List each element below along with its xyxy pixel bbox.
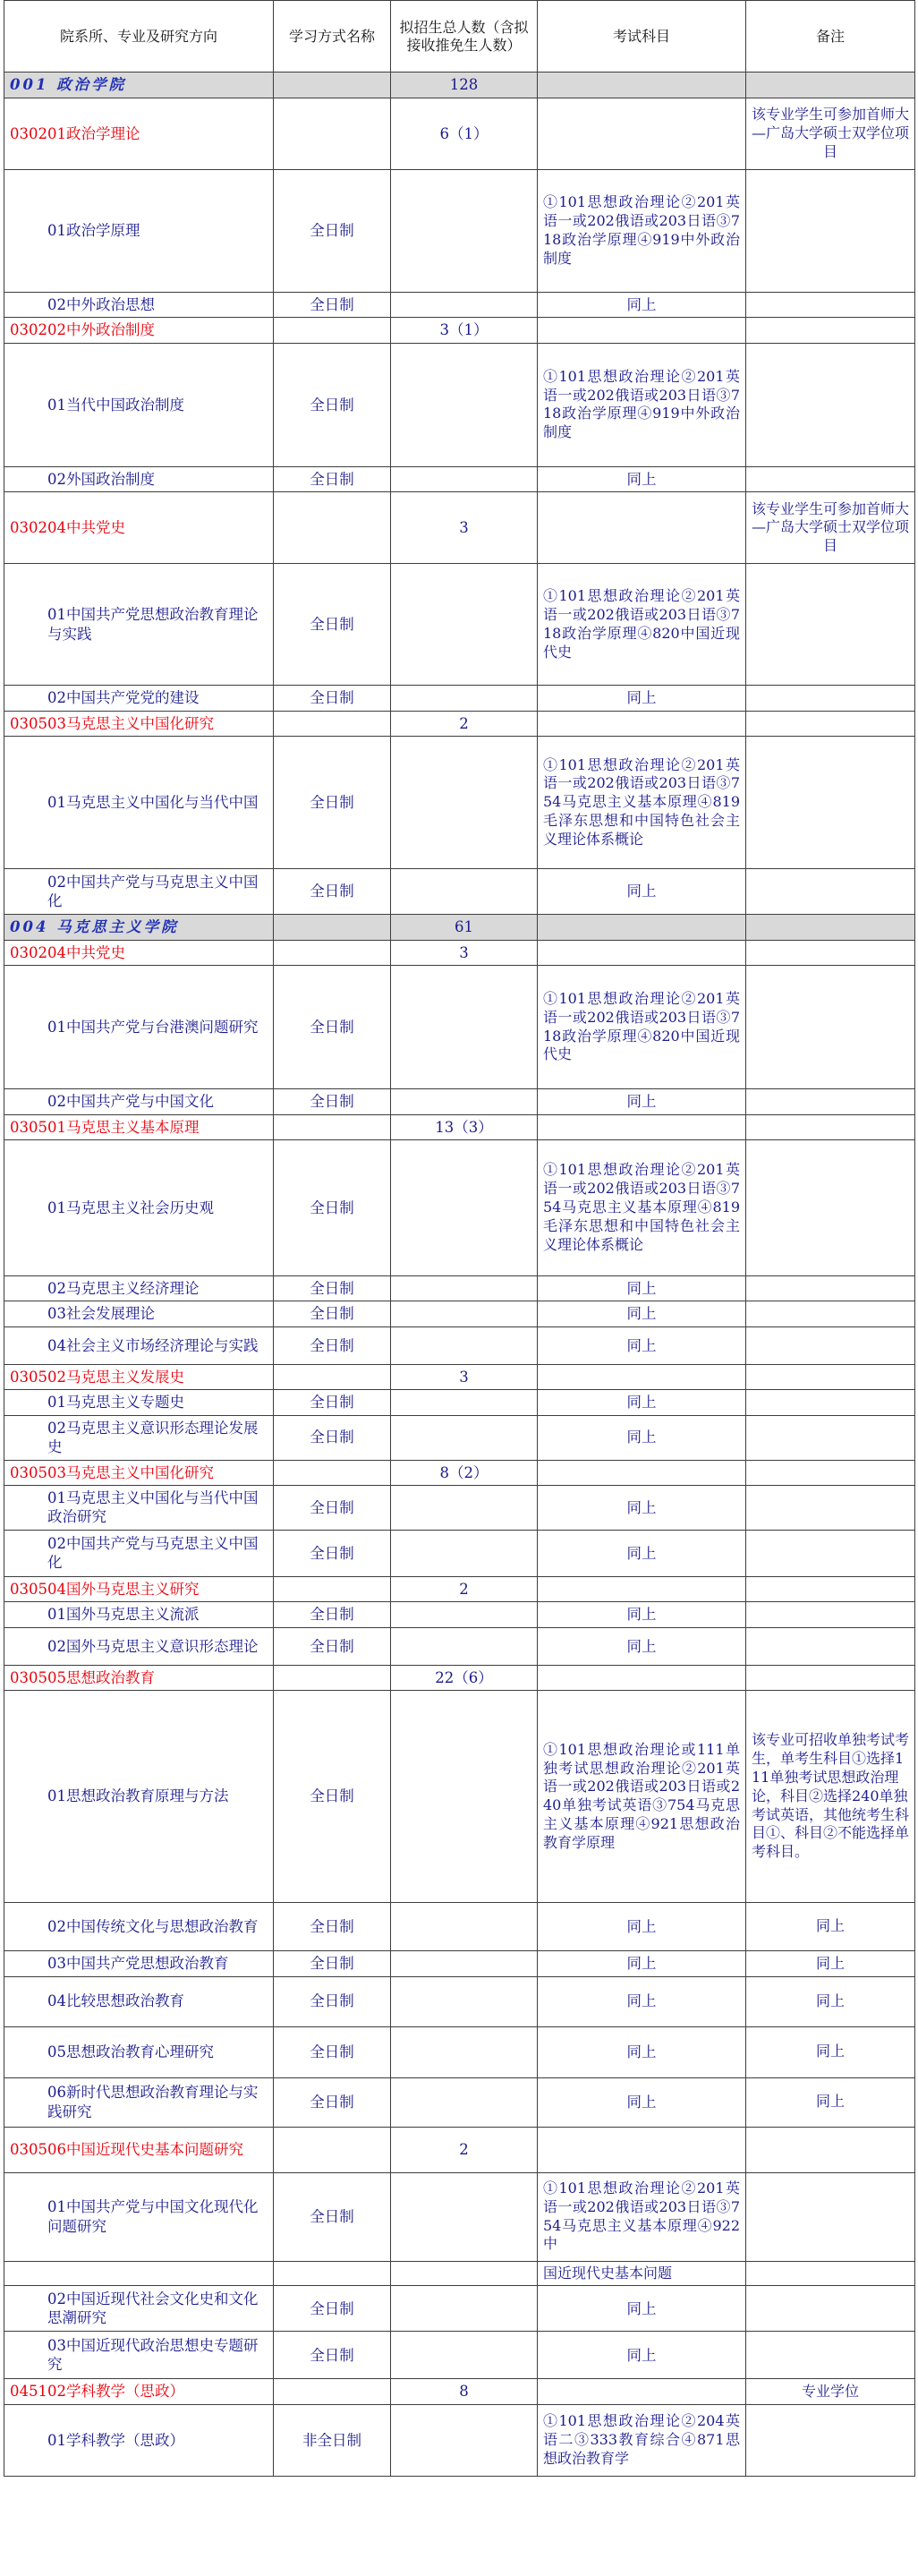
exam-subjects (538, 492, 746, 564)
major-row (4, 98, 915, 170)
enrollment-count: 3 (391, 1364, 538, 1389)
major-row (4, 2127, 915, 2172)
exam-subjects: 同上 (538, 1390, 746, 1415)
major-name: 030204中共党史 (4, 492, 274, 564)
exam-subjects (538, 1114, 746, 1139)
direction-name: 03中国近现代政治思想史专题研究 (4, 2332, 274, 2379)
study-mode (274, 2261, 391, 2286)
direction-name (4, 2261, 274, 2286)
study-mode (274, 711, 391, 736)
enrollment-count (391, 1089, 538, 1114)
major-row (4, 2379, 915, 2404)
direction-row (4, 1530, 915, 1576)
direction-row (4, 293, 915, 318)
exam-subjects: 同上 (538, 686, 746, 711)
major-name: 030502马克思主义发展史 (4, 1364, 274, 1389)
exam-subjects (538, 73, 746, 98)
remarks (746, 1665, 915, 1690)
direction-row (4, 1951, 915, 1976)
admissions-table (4, 0, 915, 2477)
study-mode: 全日制 (274, 2286, 391, 2332)
study-mode: 全日制 (274, 1976, 391, 2026)
direction-row (4, 1627, 915, 1665)
exam-subjects: 同上 (538, 1275, 746, 1301)
exam-subjects: 同上 (538, 1530, 746, 1576)
direction-row (4, 2286, 915, 2332)
major-row (4, 1364, 915, 1389)
study-mode: 全日制 (274, 1627, 391, 1665)
study-mode: 全日制 (274, 293, 391, 318)
remarks (746, 1275, 915, 1301)
exam-subjects: 同上 (538, 1627, 746, 1665)
remarks (746, 1114, 915, 1139)
direction-name: 02中国近现代社会文化史和文化思潮研究 (4, 2286, 274, 2332)
department-name (4, 73, 274, 98)
enrollment-count (391, 1390, 538, 1415)
enrollment-count (391, 737, 538, 869)
direction-row (4, 1089, 915, 1114)
enrollment-count: 6（1） (391, 98, 538, 170)
department-name (4, 915, 274, 940)
major-row (4, 1114, 915, 1139)
direction-row (4, 686, 915, 711)
study-mode (274, 492, 391, 564)
study-mode: 全日制 (274, 1301, 391, 1326)
remarks: 同上 (746, 1976, 915, 2026)
direction-row (4, 1691, 915, 1903)
enrollment-count: 3 (391, 492, 538, 564)
exam-subjects (538, 940, 746, 965)
remarks (746, 2332, 915, 2379)
study-mode: 全日制 (274, 2332, 391, 2379)
direction-row (4, 1139, 915, 1275)
enrollment-count (391, 2404, 538, 2476)
remarks: 同上 (746, 2026, 915, 2077)
enrollment-count (391, 170, 538, 293)
direction-row (4, 2026, 915, 2077)
major-row (4, 1576, 915, 1601)
direction-name: 01国外马克思主义流派 (4, 1602, 274, 1627)
direction-name: 01马克思主义中国化与当代中国 (4, 737, 274, 869)
enrollment-count (391, 1903, 538, 1951)
remarks (746, 1530, 915, 1576)
study-mode: 全日制 (274, 2077, 391, 2127)
enrollment-count (391, 1530, 538, 1576)
header-direction: 院系所、专业及研究方向 (4, 1, 274, 73)
direction-name: 04比较思想政治教育 (4, 1976, 274, 2026)
enrollment-count (391, 564, 538, 686)
direction-name: 01马克思主义专题史 (4, 1390, 274, 1415)
enrollment-count (391, 686, 538, 711)
study-mode: 全日制 (274, 564, 391, 686)
enrollment-count (391, 2026, 538, 2077)
direction-row (4, 2172, 915, 2261)
study-mode: 全日制 (274, 1275, 391, 1301)
study-mode (274, 2379, 391, 2404)
study-mode (274, 73, 391, 98)
remarks (746, 2127, 915, 2172)
study-mode: 全日制 (274, 343, 391, 466)
department-row (4, 915, 915, 940)
exam-subjects (538, 915, 746, 940)
exam-subjects: 同上 (538, 1951, 746, 1976)
direction-name: 01马克思主义中国化与当代中国政治研究 (4, 1486, 274, 1531)
major-name: 030506中国近现代史基本问题研究 (4, 2127, 274, 2172)
direction-name: 01中国共产党思想政治教育理论与实践 (4, 564, 274, 686)
enrollment-count (391, 2332, 538, 2379)
enrollment-count (391, 1691, 538, 1903)
exam-subjects: 同上 (538, 1486, 746, 1531)
remarks (746, 1602, 915, 1627)
enrollment-count (391, 1976, 538, 2026)
direction-row (4, 1602, 915, 1627)
exam-subjects (538, 1364, 746, 1389)
continuation-row (4, 2261, 915, 2286)
enrollment-count (391, 1301, 538, 1326)
direction-name: 01马克思主义社会历史观 (4, 1139, 274, 1275)
remarks (746, 915, 915, 940)
direction-row (4, 1390, 915, 1415)
major-name: 030501马克思主义基本原理 (4, 1114, 274, 1139)
exam-subjects: ①101思想政治理论②201英语一或202俄语或203日语③718政治学原理④919中外政治制度 (538, 343, 746, 466)
major-row (4, 1460, 915, 1485)
direction-name: 02中国共产党与马克思主义中国化 (4, 1530, 274, 1576)
department-name-text: 004 马克思主义学院 (10, 918, 179, 936)
remarks: 该专业学生可参加首师大—广岛大学硕士双学位项目 (746, 98, 915, 170)
remarks (746, 318, 915, 343)
exam-subjects (538, 2379, 746, 2404)
study-mode (274, 1460, 391, 1485)
remarks (746, 737, 915, 869)
remarks (746, 1460, 915, 1485)
direction-name: 02中国共产党党的建设 (4, 686, 274, 711)
direction-name: 02马克思主义经济理论 (4, 1275, 274, 1301)
direction-name: 02外国政治制度 (4, 466, 274, 491)
remarks (746, 170, 915, 293)
enrollment-count (391, 2172, 538, 2261)
study-mode: 全日制 (274, 466, 391, 491)
exam-subjects: 同上 (538, 2077, 746, 2127)
remarks: 同上 (746, 1951, 915, 1976)
enrollment-count (391, 1139, 538, 1275)
major-name: 030201政治学理论 (4, 98, 274, 170)
department-row (4, 73, 915, 98)
remarks (746, 1139, 915, 1275)
enrollment-count (391, 966, 538, 1089)
study-mode: 全日制 (274, 966, 391, 1089)
direction-name: 01学科教学（思政） (4, 2404, 274, 2476)
direction-name: 02国外马克思主义意识形态理论 (4, 1627, 274, 1665)
direction-name: 01中国共产党与台港澳问题研究 (4, 966, 274, 1089)
remarks (746, 564, 915, 686)
direction-name: 02中外政治思想 (4, 293, 274, 318)
enrollment-count (391, 466, 538, 491)
study-mode: 全日制 (274, 869, 391, 915)
direction-name: 03中国共产党思想政治教育 (4, 1951, 274, 1976)
enrollment-count: 3 (391, 940, 538, 965)
direction-row (4, 564, 915, 686)
header-enrollment: 拟招生总人数（含拟接收推免生人数） (391, 1, 538, 73)
remarks (746, 1390, 915, 1415)
exam-subjects: 同上 (538, 293, 746, 318)
direction-name: 01政治学原理 (4, 170, 274, 293)
direction-name: 02中国共产党与马克思主义中国化 (4, 869, 274, 915)
direction-name: 01当代中国政治制度 (4, 343, 274, 466)
major-row (4, 711, 915, 736)
study-mode: 全日制 (274, 1691, 391, 1903)
enrollment-count (391, 2261, 538, 2286)
direction-row (4, 737, 915, 869)
remarks (746, 1415, 915, 1460)
direction-name: 05思想政治教育心理研究 (4, 2026, 274, 2077)
enrollment-count (391, 1326, 538, 1364)
enrollment-count (391, 1486, 538, 1531)
direction-row (4, 1486, 915, 1531)
remarks (746, 293, 915, 318)
exam-subjects: 同上 (538, 2286, 746, 2332)
enrollment-count: 61 (391, 915, 538, 940)
enrollment-count (391, 1415, 538, 1460)
remarks (746, 1627, 915, 1665)
study-mode (274, 1665, 391, 1690)
enrollment-count: 2 (391, 711, 538, 736)
major-name: 030505思想政治教育 (4, 1665, 274, 1690)
exam-subjects: ①101思想政治理论或111单独考试思想政治理论②201英语一或202俄语或203日语或240单独考试英语③754马克思主义基本原理④921思想政治教育学原理 (538, 1691, 746, 1903)
study-mode (274, 1364, 391, 1389)
exam-subjects (538, 1460, 746, 1485)
exam-subjects: 同上 (538, 1301, 746, 1326)
header-study-mode: 学习方式名称 (274, 1, 391, 73)
exam-subjects: 国近现代史基本问题 (538, 2261, 746, 2286)
enrollment-count (391, 1275, 538, 1301)
study-mode: 全日制 (274, 2026, 391, 2077)
exam-subjects: 同上 (538, 1089, 746, 1114)
direction-name: 06新时代思想政治教育理论与实践研究 (4, 2077, 274, 2127)
department-name-text: 001 政治学院 (10, 76, 127, 94)
enrollment-count: 128 (391, 73, 538, 98)
enrollment-count: 8（2） (391, 1460, 538, 1485)
direction-row (4, 343, 915, 466)
direction-name: 03社会发展理论 (4, 1301, 274, 1326)
remarks (746, 940, 915, 965)
study-mode: 全日制 (274, 170, 391, 293)
direction-row (4, 1976, 915, 2026)
exam-subjects: 同上 (538, 1976, 746, 2026)
remarks (746, 966, 915, 1089)
study-mode: 全日制 (274, 1602, 391, 1627)
direction-name: 02中国传统文化与思想政治教育 (4, 1903, 274, 1951)
exam-subjects (538, 98, 746, 170)
study-mode: 全日制 (274, 1951, 391, 1976)
major-row (4, 940, 915, 965)
exam-subjects: 同上 (538, 1415, 746, 1460)
exam-subjects: ①101思想政治理论②204英语二③333教育综合④871思想政治教育学 (538, 2404, 746, 2476)
remarks: 该专业学生可参加首师大—广岛大学硕士双学位项目 (746, 492, 915, 564)
enrollment-count (391, 293, 538, 318)
direction-row (4, 2404, 915, 2476)
direction-row (4, 2332, 915, 2379)
direction-row (4, 869, 915, 915)
direction-row (4, 466, 915, 491)
remarks (746, 2404, 915, 2476)
enrollment-count (391, 343, 538, 466)
remarks (746, 1576, 915, 1601)
direction-row (4, 2077, 915, 2127)
remarks: 同上 (746, 1903, 915, 1951)
major-name: 030202中外政治制度 (4, 318, 274, 343)
study-mode (274, 2127, 391, 2172)
exam-subjects: ①101思想政治理论②201英语一或202俄语或203日语③718政治学原理④919中外政治制度 (538, 170, 746, 293)
direction-name: 02中国共产党与中国文化 (4, 1089, 274, 1114)
remarks (746, 1486, 915, 1531)
major-row (4, 1665, 915, 1690)
remarks (746, 869, 915, 915)
exam-subjects: ①101思想政治理论②201英语一或202俄语或203日语③754马克思主义基本原理④922中 (538, 2172, 746, 2261)
major-name: 030503马克思主义中国化研究 (4, 711, 274, 736)
enrollment-count (391, 2077, 538, 2127)
enrollment-count: 3（1） (391, 318, 538, 343)
remarks (746, 2172, 915, 2261)
exam-subjects: 同上 (538, 869, 746, 915)
direction-row (4, 170, 915, 293)
exam-subjects (538, 2127, 746, 2172)
major-name: 030504国外马克思主义研究 (4, 1576, 274, 1601)
exam-subjects: ①101思想政治理论②201英语一或202俄语或203日语③754马克思主义基本原理④819毛泽东思想和中国特色社会主义理论体系概论 (538, 1139, 746, 1275)
exam-subjects: 同上 (538, 1326, 746, 1364)
enrollment-count: 13（3） (391, 1114, 538, 1139)
remarks (746, 1301, 915, 1326)
study-mode (274, 940, 391, 965)
direction-row (4, 1301, 915, 1326)
major-name: 030503马克思主义中国化研究 (4, 1460, 274, 1485)
remarks (746, 711, 915, 736)
enrollment-count: 2 (391, 1576, 538, 1601)
enrollment-count (391, 1627, 538, 1665)
study-mode: 全日制 (274, 1089, 391, 1114)
study-mode: 全日制 (274, 1390, 391, 1415)
header-row (4, 1, 915, 73)
exam-subjects: ①101思想政治理论②201英语一或202俄语或203日语③718政治学原理④820中国近现代史 (538, 966, 746, 1089)
header-exam-subjects: 考试科目 (538, 1, 746, 73)
remarks (746, 2261, 915, 2286)
exam-subjects (538, 711, 746, 736)
remarks (746, 1326, 915, 1364)
study-mode: 全日制 (274, 1415, 391, 1460)
remarks (746, 466, 915, 491)
enrollment-count: 8 (391, 2379, 538, 2404)
direction-name: 02马克思主义意识形态理论发展史 (4, 1415, 274, 1460)
remarks (746, 2286, 915, 2332)
remarks: 同上 (746, 2077, 915, 2127)
exam-subjects (538, 1665, 746, 1690)
study-mode: 全日制 (274, 737, 391, 869)
direction-row (4, 1415, 915, 1460)
exam-subjects: ①101思想政治理论②201英语一或202俄语或203日语③718政治学原理④820中国近现代史 (538, 564, 746, 686)
exam-subjects: ①101思想政治理论②201英语一或202俄语或203日语③754马克思主义基本原理④819毛泽东思想和中国特色社会主义理论体系概论 (538, 737, 746, 869)
direction-name: 01思想政治教育原理与方法 (4, 1691, 274, 1903)
study-mode (274, 915, 391, 940)
major-name: 030204中共党史 (4, 940, 274, 965)
remarks (746, 343, 915, 466)
study-mode (274, 1114, 391, 1139)
enrollment-count: 22（6） (391, 1665, 538, 1690)
direction-row (4, 1903, 915, 1951)
study-mode: 非全日制 (274, 2404, 391, 2476)
remarks (746, 73, 915, 98)
study-mode: 全日制 (274, 1486, 391, 1531)
study-mode: 全日制 (274, 1139, 391, 1275)
study-mode: 全日制 (274, 1530, 391, 1576)
exam-subjects (538, 318, 746, 343)
study-mode: 全日制 (274, 686, 391, 711)
enrollment-count (391, 1602, 538, 1627)
direction-row (4, 966, 915, 1089)
exam-subjects: 同上 (538, 466, 746, 491)
enrollment-count (391, 2286, 538, 2332)
enrollment-count: 2 (391, 2127, 538, 2172)
exam-subjects: 同上 (538, 1903, 746, 1951)
remarks (746, 1089, 915, 1114)
enrollment-count (391, 1951, 538, 1976)
major-row (4, 318, 915, 343)
direction-name: 01中国共产党与中国文化现代化问题研究 (4, 2172, 274, 2261)
remarks (746, 1364, 915, 1389)
header-remarks: 备注 (746, 1, 915, 73)
major-row (4, 492, 915, 564)
study-mode (274, 1576, 391, 1601)
remarks (746, 686, 915, 711)
direction-row (4, 1326, 915, 1364)
remarks: 专业学位 (746, 2379, 915, 2404)
major-name: 045102学科教学（思政） (4, 2379, 274, 2404)
exam-subjects (538, 1576, 746, 1601)
study-mode: 全日制 (274, 1326, 391, 1364)
study-mode: 全日制 (274, 2172, 391, 2261)
exam-subjects: 同上 (538, 1602, 746, 1627)
remarks: 该专业可招收单独考试考生，单考生科目①选择111单独考试思想政治理论，科目②选择240单独考试英语，其他统考生科目①、科目②不能选择单考科目。 (746, 1691, 915, 1903)
exam-subjects: 同上 (538, 2332, 746, 2379)
study-mode: 全日制 (274, 1903, 391, 1951)
study-mode (274, 98, 391, 170)
enrollment-count (391, 869, 538, 915)
study-mode (274, 318, 391, 343)
direction-row (4, 1275, 915, 1301)
direction-name: 04社会主义市场经济理论与实践 (4, 1326, 274, 1364)
exam-subjects: 同上 (538, 2026, 746, 2077)
